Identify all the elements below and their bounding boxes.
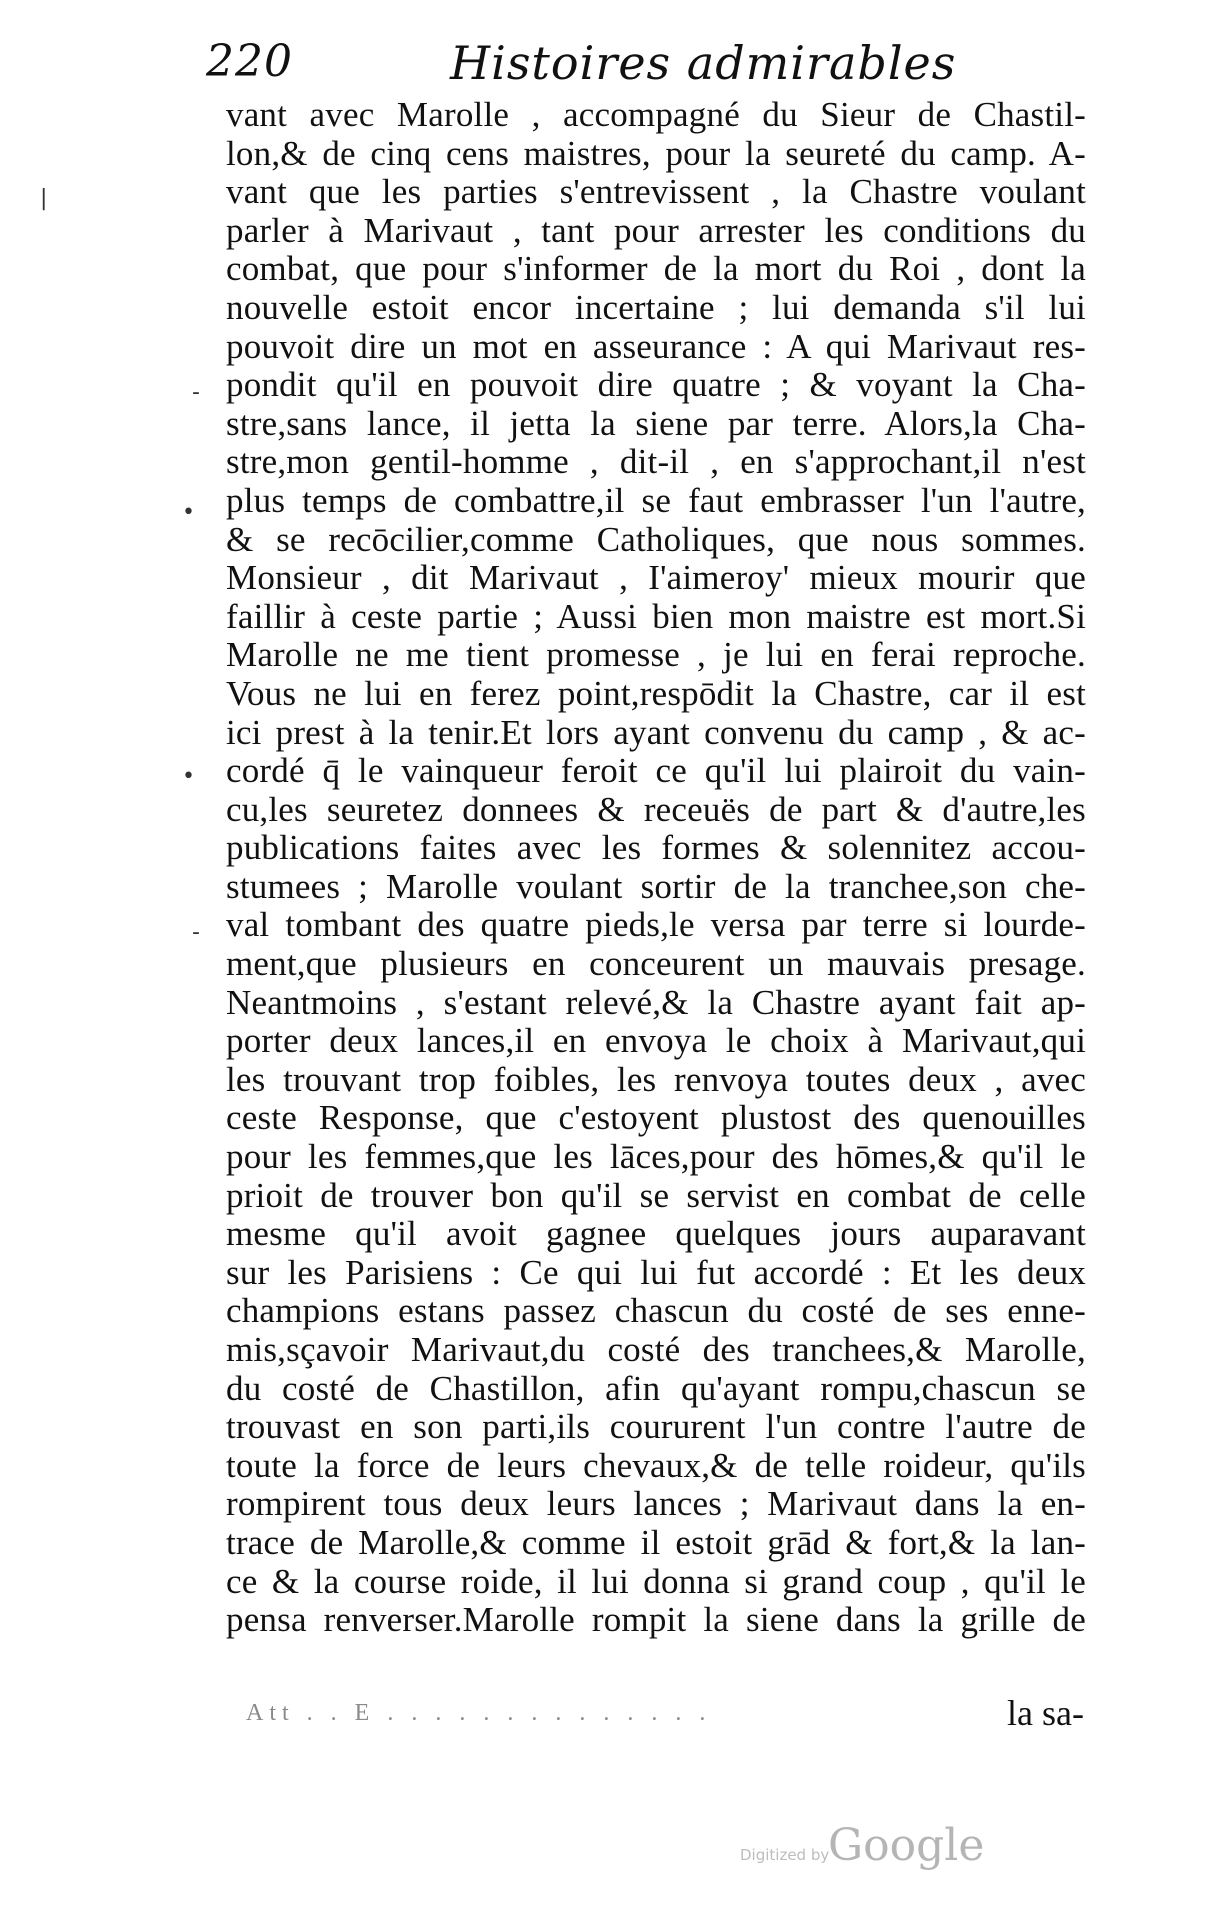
running-head: Histoires admirables xyxy=(450,36,957,90)
text-line: cu,les seuretez donnees & receuës de part & d'autre,les xyxy=(226,789,1086,829)
text-line: val tombant des quatre pieds,le versa par terre si lourde- xyxy=(226,905,1086,945)
text-line: pondit qu'il en pouvoit dire quatre ; & voyant la Cha- xyxy=(226,365,1086,405)
text-line: trouvast en son parti,ils coururent l'un contre l'autre de xyxy=(226,1407,1086,1447)
text-line: ceste Response, que c'estoyent plustost des quenouilles xyxy=(226,1098,1086,1138)
faded-line-text: Att . . E . . . . . . . . . . . . . . xyxy=(246,1700,712,1726)
page-number: 220 xyxy=(206,36,293,87)
text-line: sur les Parisiens : Ce qui lui fut accordé : Et les deux xyxy=(226,1252,1086,1292)
text-line: rompirent tous deux leurs lances ; Marivaut dans la en- xyxy=(226,1484,1086,1524)
text-line: cordé q̄ le vainqueur feroit ce qu'il lui plairoit du vain- xyxy=(226,751,1086,791)
margin-mark: • xyxy=(182,500,195,525)
text-line: plus temps de combattre,il se faut embrasser l'un l'autre, xyxy=(226,480,1086,520)
text-line: champions estans passez chascun du costé de ses enne- xyxy=(226,1291,1086,1331)
text-line: lon,& de cinq cens maistres, pour la seureté du camp. A- xyxy=(226,133,1086,173)
catchword: la sa- xyxy=(1007,1693,1084,1733)
catchline xyxy=(246,1692,1084,1732)
text-line: pour les femmes,que les lāces,pour des hōmes,& qu'il le xyxy=(226,1137,1086,1177)
text-line: combat, que pour s'informer de la mort du Roi , dont la xyxy=(226,249,1086,289)
text-line: ce & la course roide, il lui donna si grand coup , qu'il le xyxy=(226,1561,1086,1601)
margin-mark: - xyxy=(192,920,200,945)
text-line: mesme qu'il avoit gagnee quelques jours auparavant xyxy=(226,1214,1086,1254)
text-line: stre,mon gentil-homme , dit-il , en s'approchant,il n'est xyxy=(226,442,1086,482)
text-line: Marolle ne me tient promesse , je lui en ferai reproche. xyxy=(226,635,1086,675)
text-line: & se recōcilier,comme Catholiques, que nous sommes. xyxy=(226,519,1086,559)
text-line: du costé de Chastillon, afin qu'ayant rompu,chascun se xyxy=(226,1368,1086,1408)
text-line: trace de Marolle,& comme il estoit grād & fort,& la lan- xyxy=(226,1522,1086,1562)
text-line: vant avec Marolle , accompagné du Sieur de Chastil- xyxy=(226,95,1086,134)
text-line: publications faites avec les formes & solennitez accou- xyxy=(226,828,1086,868)
text-line: toute la force de leurs chevaux,& de telle roideur, qu'ils xyxy=(226,1445,1086,1485)
text-line: pensa renverser.Marolle rompit la siene dans la grille de xyxy=(226,1600,1086,1640)
margin-mark: - xyxy=(192,380,200,405)
text-line: vant que les parties s'entrevissent , la Chastre voulant xyxy=(226,172,1086,212)
google-logo: Google xyxy=(828,1820,985,1871)
text-line: les trouvant trop foibles, les renvoya toutes deux , avec xyxy=(226,1059,1086,1099)
text-line: Neantmoins , s'estant relevé,& la Chastre ayant fait ap- xyxy=(226,982,1086,1022)
text-line: porter deux lances,il en envoya le choix à Marivaut,qui xyxy=(226,1021,1086,1061)
text-line: prioit de trouver bon qu'il se servist en combat de celle xyxy=(226,1175,1086,1215)
digitized-footer xyxy=(740,1820,1020,1880)
text-line: nouvelle estoit encor incertaine ; lui demanda s'il lui xyxy=(226,287,1086,327)
text-line: ici prest à la tenir.Et lors ayant convenu du camp , & ac- xyxy=(226,712,1086,752)
text-line: stre,sans lance, il jetta la siene par terre. Alors,la Cha- xyxy=(226,403,1086,443)
text-line: stumees ; Marolle voulant sortir de la tranchee,son che- xyxy=(226,866,1086,906)
text-line: faillir à ceste partie ; Aussi bien mon maistre est mort.Si xyxy=(226,596,1086,636)
text-line: Vous ne lui en ferez point,respōdit la Chastre, car il est xyxy=(226,673,1086,713)
text-line: ment,que plusieurs en conceurent un mauvais presage. xyxy=(226,944,1086,984)
text-line: Monsieur , dit Marivaut , I'aimeroy' mieux mourir que xyxy=(226,558,1086,598)
page-header xyxy=(206,36,1076,96)
digitized-label: Digitized by xyxy=(740,1846,830,1864)
text-line: mis,sçavoir Marivaut,du costé des tranchees,& Marolle, xyxy=(226,1330,1086,1369)
margin-mark: | xyxy=(40,186,48,211)
body-text xyxy=(226,96,1086,1640)
text-line: pouvoit dire un mot en asseurance : A qui Marivaut res- xyxy=(226,326,1086,366)
margin-mark: • xyxy=(182,764,195,789)
text-line: parler à Marivaut , tant pour arrester les conditions du xyxy=(226,210,1086,250)
